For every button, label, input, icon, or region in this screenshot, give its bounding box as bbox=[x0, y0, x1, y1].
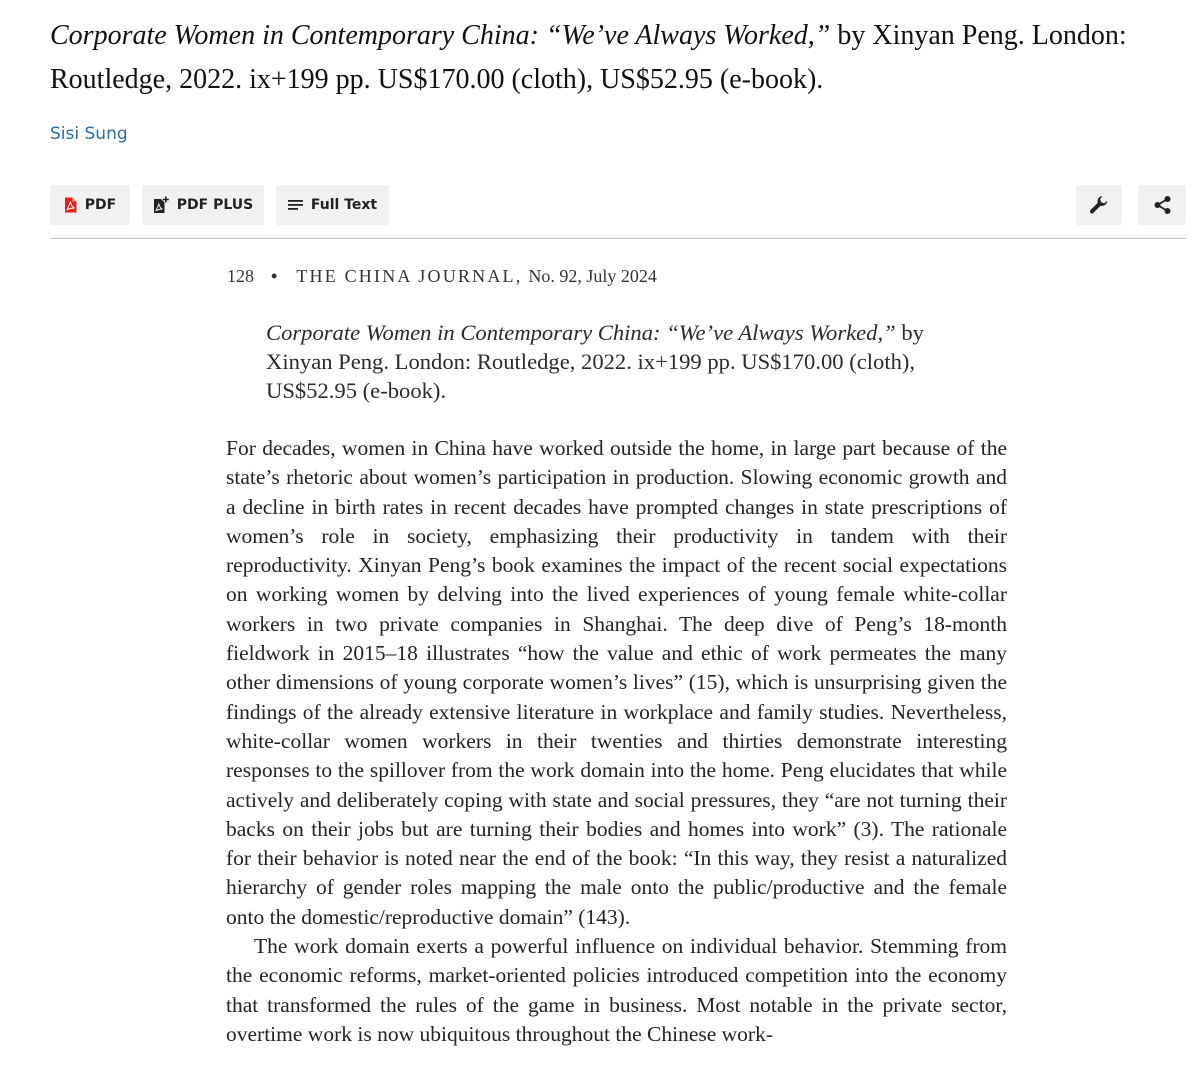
pdf-file-icon bbox=[64, 197, 77, 213]
article-toolbar bbox=[50, 185, 1186, 225]
toolbar-divider bbox=[50, 238, 1186, 239]
pdf-button-label: PDF bbox=[84, 197, 117, 213]
lines-icon bbox=[288, 199, 303, 212]
review-body bbox=[226, 434, 1007, 1049]
paragraph: For decades, women in China have worked outside the home, in large part because of the state’s rhetoric about women’s participation in production. Slowing economic growth and a decline in birth rates in recent decades have prompted changes in state prescriptions of women’s role in society, emphasizing their productivity in tandem with their reproductivity. Xinyan Peng’s book examines the impact of the recent social expectations on working women by delving into the lived experiences of young female white-collar workers in two private companies in Shanghai. The deep dive of Peng’s 18-month fieldwork in 2015–18 illustrates “how the value and ethic of work permeates the many other dimensions of young corporate women’s lives” (15), which is unsurprising given the findings of the already extensive literature in workplace and family studies. Nevertheless, white-collar women workers in their twenties and thirties demonstrate interesting responses to the spillover from the work domain into the home. Peng elucidates that while actively and deliberately coping with state and social pressures, they “are not turning their backs on their jobs but are turning their bodies and homes into work” (3). The rationale for their behavior is noted near the end of the book: “In this way, they resist a naturalized hierarchy of gender roles mapping the male onto the public/productive and the female onto the domestic/reproductive domain” (143). bbox=[226, 436, 1007, 929]
author-link[interactable]: Sisi Sung bbox=[50, 124, 128, 144]
journal-page-header bbox=[227, 266, 657, 287]
paragraph: The work domain exerts a powerful influence on individual behavior. Stemming from the economic reforms, market-oriented policies introduced competition into the economy that transformed the rules of the game in business. Most notable in the private sector, overtime work is now ubiquitous throughout the Chinese work- bbox=[226, 934, 1007, 1046]
review-details: by Xinyan Peng. London: Routledge, 2022. ix+199 pp. US$170.00 (cloth), US$52.95 (e-book). bbox=[266, 320, 924, 403]
pdf-button[interactable] bbox=[50, 185, 130, 225]
full-text-button[interactable] bbox=[276, 185, 389, 225]
pdf-plus-icon bbox=[153, 196, 169, 214]
pdf-plus-button[interactable] bbox=[142, 185, 264, 225]
review-book-title: Corporate Women in Contemporary China: “We’ve Always Worked,” bbox=[266, 320, 896, 345]
journal-issue: No. 92, July 2024 bbox=[528, 266, 657, 286]
review-heading bbox=[266, 318, 986, 405]
share-icon bbox=[1153, 195, 1172, 215]
citation-heading bbox=[50, 14, 1190, 102]
wrench-icon bbox=[1089, 195, 1109, 215]
journal-name: THE CHINA JOURNAL, bbox=[296, 266, 523, 286]
tools-button[interactable] bbox=[1076, 185, 1122, 225]
citation-book-title: Corporate Women in Contemporary China: “We’ve Always Worked,” bbox=[50, 20, 831, 51]
pdf-plus-button-label: PDF PLUS bbox=[176, 197, 254, 213]
page-number: 128 bbox=[227, 266, 254, 286]
full-text-button-label: Full Text bbox=[310, 197, 378, 213]
citation-details: by Xinyan Peng. London: Routledge, 2022. ix+199 pp. US$170.00 (cloth), US$52.95 (e-book). bbox=[50, 20, 1127, 95]
header-separator: • bbox=[271, 266, 278, 286]
share-button[interactable] bbox=[1138, 185, 1186, 225]
